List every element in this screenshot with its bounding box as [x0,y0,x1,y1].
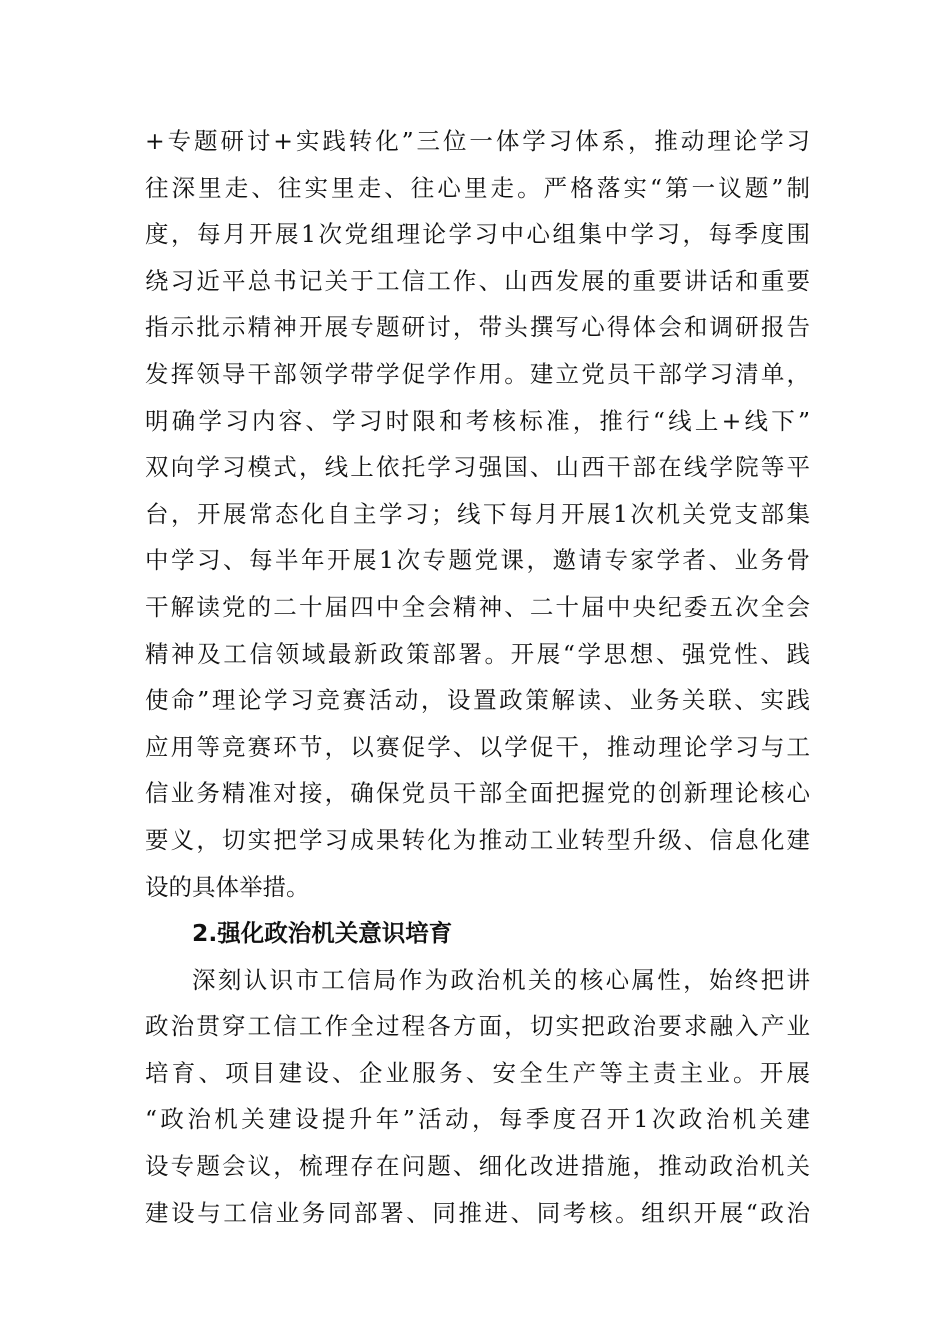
text-line: 明确学习内容、学习时限和考核标准，推行“线上+线下” [145,406,810,435]
text-line: 发挥领导干部领学带学促学作用。建立党员干部学习清单， [145,359,810,388]
text-line: +专题研讨+实践转化”三位一体学习体系，推动理论学习 [145,127,810,155]
text-line: 设的具体举措。 [145,872,310,901]
paragraph-1 [145,118,810,910]
text-line: 双向学习模式，线上依托学习强国、山西干部在线学院等平 [145,453,810,482]
document-body [145,118,810,1236]
text-line: “政治机关建设提升年”活动，每季度召开1次政治机关建 [145,1105,810,1134]
text-line: 往深里走、往实里走、往心里走。严格落实“第一议题”制 [145,173,810,202]
text-line: 培育、项目建设、企业服务、安全生产等主责主业。开展 [145,1058,810,1087]
text-line: 设专题会议，梳理存在问题、细化改进措施，推动政治机关 [145,1152,810,1181]
text-line: 绕习近平总书记关于工信工作、山西发展的重要讲话和重要 [145,266,810,295]
paragraph-2 [145,957,810,1237]
text-line: 要义，切实把学习成果转化为推动工业转型升级、信息化建 [145,825,810,854]
text-line: 应用等竞赛环节，以赛促学、以学促干，推动理论学习与工 [145,732,810,761]
text-line: 使命”理论学习竞赛活动，设置政策解读、业务关联、实践 [145,686,810,715]
text-line: 深刻认识市工信局作为政治机关的核心属性，始终把讲 [192,965,810,994]
section-heading: 2.强化政治机关意识培育 [192,919,453,948]
text-line: 中学习、每半年开展1次专题党课，邀请专家学者、业务骨 [145,546,810,575]
text-line: 政治贯穿工信工作全过程各方面，切实把政治要求融入产业 [145,1012,810,1041]
text-line: 干解读党的二十届四中全会精神、二十届中央纪委五次全会 [145,592,810,621]
text-line: 台，开展常态化自主学习；线下每月开展1次机关党支部集 [145,499,810,528]
text-line: 信业务精准对接，确保党员干部全面把握党的创新理论核心 [145,779,810,808]
text-line: 精神及工信领域最新政策部署。开展“学思想、强党性、践 [145,639,810,668]
text-line: 建设与工信业务同部署、同推进、同考核。组织开展“政治 [145,1198,810,1227]
text-line: 指示批示精神开展专题研讨，带头撰写心得体会和调研报告 [145,313,810,342]
text-line: 度，每月开展1次党组理论学习中心组集中学习，每季度围 [145,220,810,249]
